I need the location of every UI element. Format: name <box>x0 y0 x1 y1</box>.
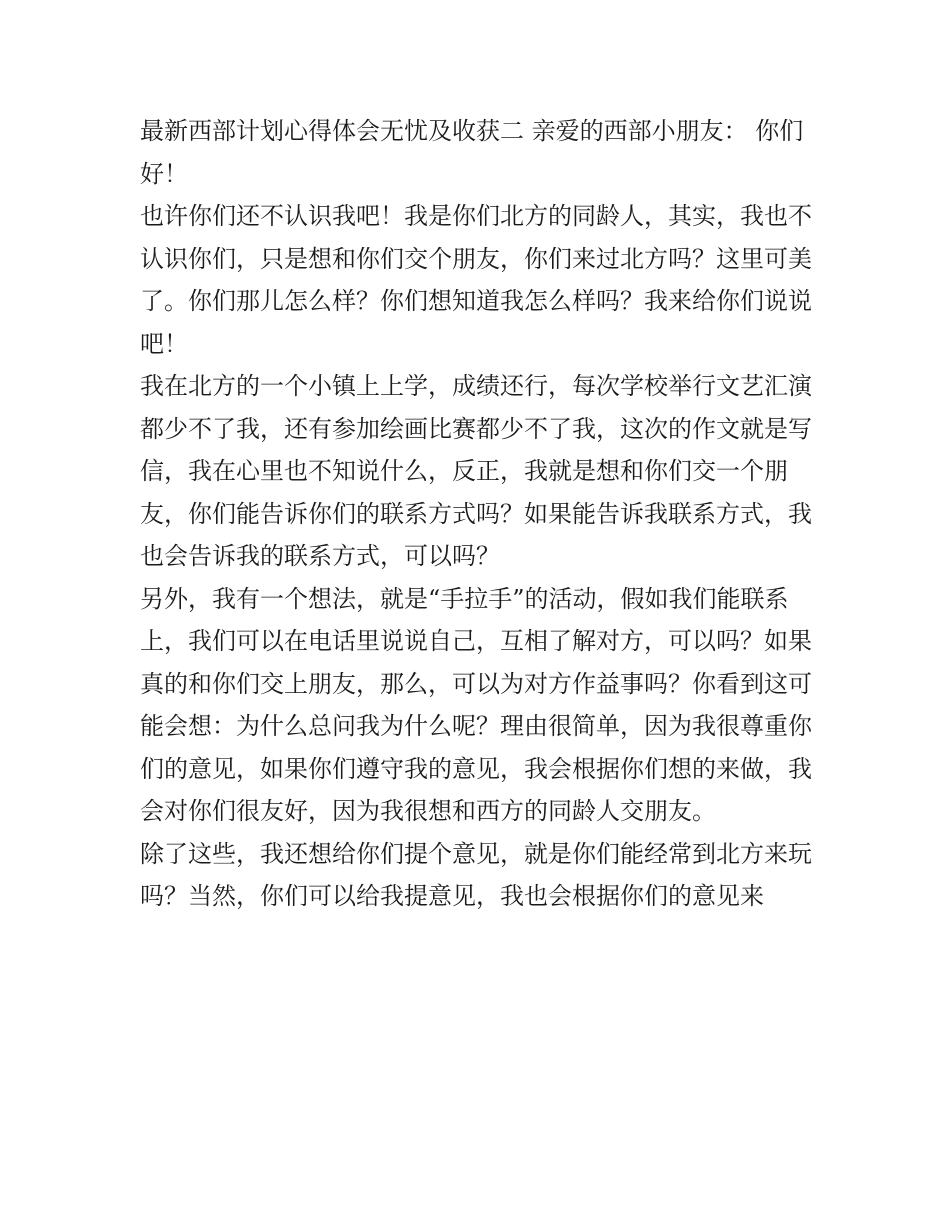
paragraph-hand-in-hand: 另外，我有一个想法，就是“手拉手”的活动，假如我们能联系上，我们可以在电话里说说自己，互相了解对方，可以吗？如果真的和你们交上朋友，那么，可以为对方作益事吗？你看到这可能会想：为什么总问我为什么呢？理由很简单，因为我很尊重你们的意见，如果你们遵守我的意见，我会根据你们想的来做，我会对你们很友好，因为我很想和西方的同龄人交朋友。 <box>140 584 812 825</box>
paragraph-suggestion: 除了这些，我还想给你们提个意见，就是你们能经常到北方来玩吗？当然，你们可以给我提意见，我也会根据你们的意见来 <box>140 839 812 910</box>
paragraph-title-greeting: 最新西部计划心得体会无忧及收获二 亲爱的西部小朋友： 你们好！ <box>140 117 804 188</box>
paragraph-about-me: 我在北方的一个小镇上上学，成绩还行，每次学校举行文艺汇演都少不了我，还有参加绘画比赛都少不了我，这次的作文就是写信，我在心里也不知说什么，反正，我就是想和你们交一个朋友，你们能告诉你们的联系方式吗？如果能告诉我联系方式，我也会告诉我的联系方式，可以吗？ <box>140 372 812 570</box>
paragraph-introduction: 也许你们还不认识我吧！我是你们北方的同龄人，其实，我也不认识你们，只是想和你们交个朋友，你们来过北方吗？这里可美了。你们那儿怎么样？你们想知道我怎么样吗？我来给你们说说吧！ <box>140 202 812 358</box>
document-page <box>140 110 812 918</box>
